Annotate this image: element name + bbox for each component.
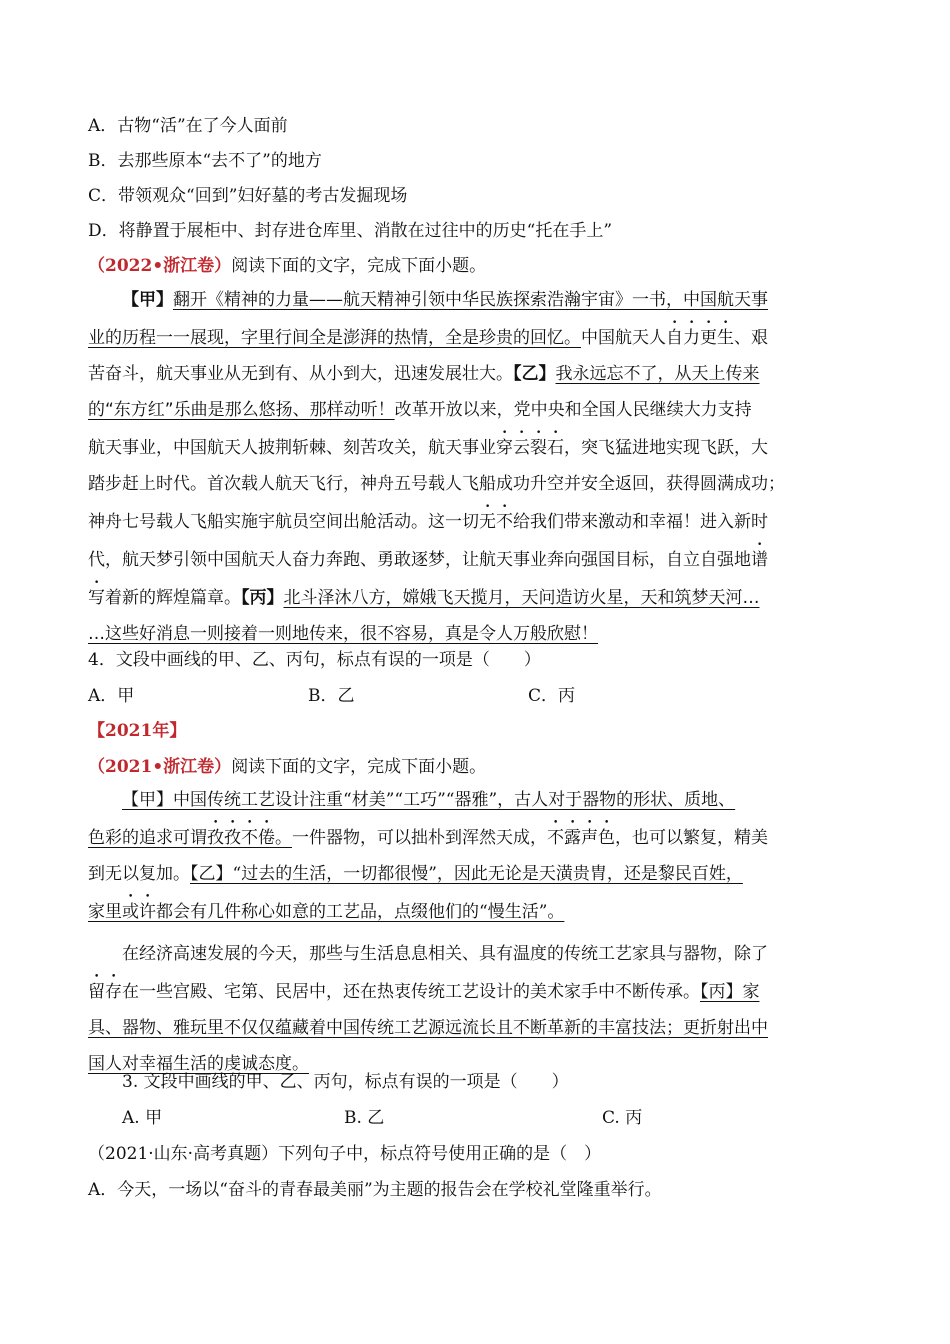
option-c: C．丙 [528, 686, 576, 706]
emphasis-word: 穿云裂石 [496, 438, 564, 458]
sentence-yi-2021-2 [88, 902, 564, 922]
text-run: 色彩的追求可谓 [88, 828, 207, 848]
sentence-bing-2021: 【丙】家 [700, 982, 760, 1002]
option-a-shandong: A．今天，一场以“奋斗的青春最美丽”为主题的报告会在学校礼堂隆重举行。 [88, 1180, 662, 1200]
text-run: 航天事业，中国航天人披荆斩棘、刻苦攻关，航天事业 [88, 438, 496, 458]
source-2022: （2022•浙江卷） [88, 256, 232, 276]
sentence-bing-1: 北斗泽沐八方，嫦娥飞天揽月，天问造访火星，天和筑梦天河… [283, 588, 760, 608]
passage-2021 [88, 782, 868, 1082]
text-run: 到无以复加。 [88, 864, 190, 884]
emphasis-word: 自力更生 [666, 328, 734, 348]
option-c: C. 丙 [602, 1108, 643, 1128]
sentence-yi-2021: 【乙】“过去的生活，一切都很慢”，因此无论是天潢贵胄，还是黎民百姓， [190, 864, 743, 884]
intro-2021: 阅读下面的文字，完成下面小题。 [231, 757, 487, 777]
sentence-yi-1: 我永远忘不了，从天上传来 [555, 364, 760, 384]
question-3-options [122, 1107, 868, 1130]
text-run: 踏步赶上时代。首次载人航天飞行，神舟五号载人飞船成功升空并安全返回，获得圆满成功； [88, 474, 785, 494]
text-run: 神舟七号载人飞船实施宇航员空间出舱活动。这一切 [88, 512, 479, 532]
text-run: 都会有几件称心如意的工艺品，点缀他们的“慢生活”。 [156, 902, 565, 922]
text-run: ，突飞猛进地实现飞跃，大 [564, 438, 768, 458]
mark-yi: 【乙】 [513, 364, 556, 384]
emphasis-word: 无不 [479, 512, 513, 532]
sentence-bing-2021-2: 具、器物、雅玩里不仅仅蕴藏着中国传统工艺源远流长且不断革新的丰富技法；更折射出中 [88, 1018, 768, 1038]
option-a: A．甲 [88, 686, 135, 706]
section-2022-header [88, 255, 486, 278]
mark-bing: 【丙】 [241, 588, 284, 608]
text-run: 着新的辉煌篇章。 [105, 588, 241, 608]
text-run: 中国航天人 [581, 328, 666, 348]
text-run: 改革开放以来，党中央和全国人民继续大力支持 [394, 400, 752, 420]
source-2021: （2021•浙江卷） [88, 757, 232, 777]
text-run: 、艰 [734, 328, 768, 348]
text-run: 。 [275, 828, 292, 848]
question-4-options [88, 685, 868, 708]
text-run: 在一些宫殿、宅第、民居中，还在热衷传统工艺设计的美术家手中不断传承。 [122, 982, 700, 1002]
emphasis-word: 孜孜不倦 [207, 828, 275, 848]
text-run: 家里 [88, 902, 122, 922]
text-run: 给我们带来激动和幸福！进入新时 [513, 512, 768, 532]
mark-jia: 【甲】 [122, 290, 173, 310]
text-run: 代，航天梦引领中国航天人奋力奔跑、勇敢逐梦，让航天事业奔向强国目标，自立自强地 [88, 550, 751, 570]
option-a: A．古物“活”在了今人面前 [88, 116, 288, 136]
emphasis-word: 谱 [751, 550, 768, 570]
sentence-jia-2021: 【甲】中国传统工艺设计注重“材美”“工巧”“器雅”，古人对于器物的形状、质地、 [122, 790, 736, 810]
option-d: D．将静置于展柜中、封存进仓库里、消散在过往中的历史“托在手上” [88, 221, 613, 241]
text-run: 一件器物，可以拙朴到浑然天成， [292, 828, 547, 848]
section-2021-header [88, 756, 486, 779]
text-run: 苦奋斗，航天事业从无到有、从小到大，迅速发展壮大。 [88, 364, 513, 384]
option-a: A. 甲 [122, 1108, 163, 1128]
option-b: B．去那些原本“去不了”的地方 [88, 151, 322, 171]
text-run: ，也可以繁复，精美 [615, 828, 768, 848]
passage-2022 [88, 282, 868, 652]
option-c: C．带领观众“回到”妇好墓的考古发掘现场 [88, 186, 408, 206]
option-b: B. 乙 [344, 1108, 385, 1128]
emphasis-word: 或许 [122, 902, 156, 922]
question-shandong: （2021·山东·高考真题）下列句子中，标点符号使用正确的是（ ） [88, 1144, 602, 1164]
sentence-jia-1: 翻开《精神的力量——航天精神引领中华民族探索浩瀚宇宙》一书，中国航天事 [173, 290, 768, 310]
emphasis-word: 写 [88, 588, 105, 608]
sentence-bing-2021-3: 国人对幸福生活的虔诚态度。 [88, 1054, 309, 1074]
question-3: 3. 文段中画线的甲、乙、丙句，标点有误的一项是（ ） [122, 1072, 569, 1092]
text-run: 在经济高速发展的今天，那些与生活息息相关、具有温度的传统工艺家具与器物，除了 [122, 944, 768, 964]
sentence-bing-2: …这些好消息一则接着一则地传来，很不容易，真是令人万般欣慰！ [88, 624, 598, 644]
emphasis-word: 不露声色 [547, 828, 615, 848]
intro-2022: 阅读下面的文字，完成下面小题。 [231, 256, 487, 276]
sentence-jia-2021-2 [88, 828, 292, 848]
prev-question-options [88, 115, 612, 255]
option-b: B．乙 [308, 686, 355, 706]
emphasis-word: 留存 [88, 982, 122, 1002]
sentence-jia-2: 业的历程一一展现，字里行间全是澎湃的热情，全是珍贵的回忆。 [88, 328, 581, 348]
year-heading-2021: 【2021年】 [88, 721, 187, 741]
question-4: 4．文段中画线的甲、乙、丙句，标点有误的一项是（ ） [88, 650, 541, 670]
sentence-yi-2: 的“东方红”乐曲是那么悠扬、那样动听！ [88, 400, 395, 420]
